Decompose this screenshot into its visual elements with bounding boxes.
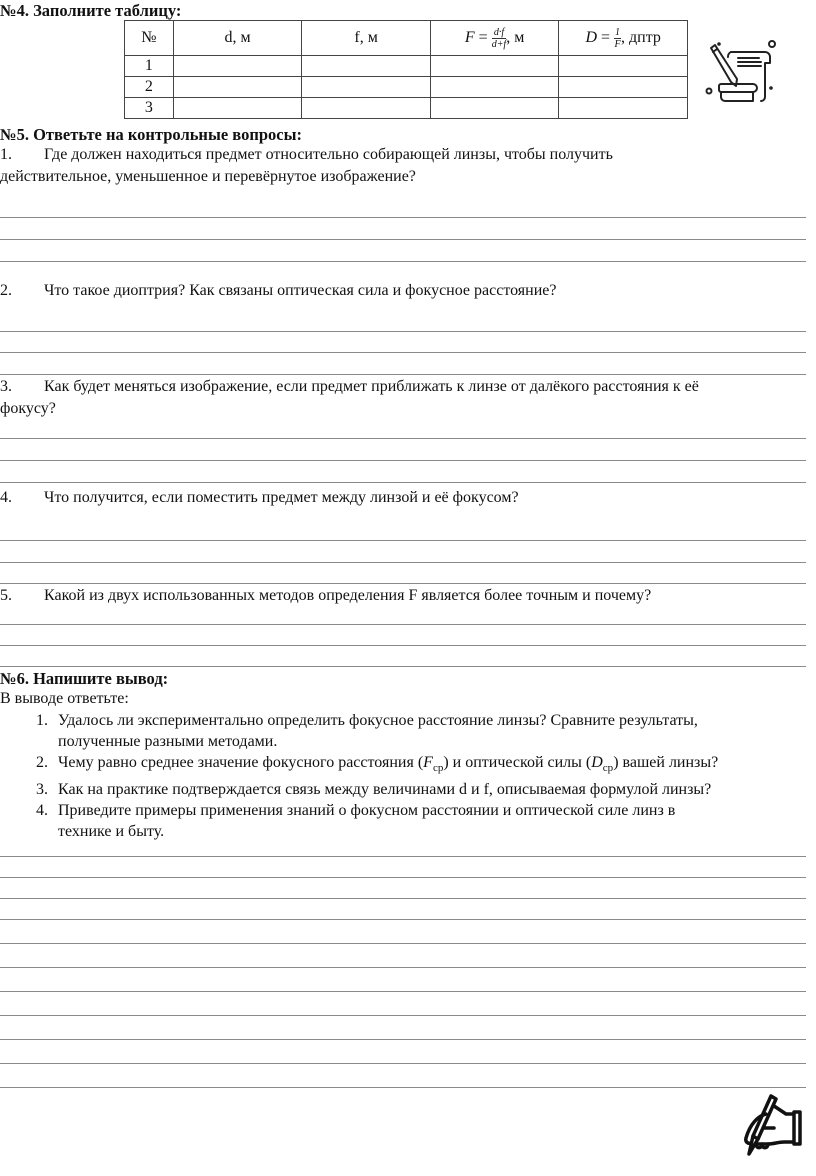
answer-line[interactable] [0,624,806,625]
question-4: 4. Что получится, если поместить предмет между линзой и её фокусом? [0,489,519,506]
row-number: 1 [125,56,174,77]
table-header-row [125,21,688,56]
answer-line[interactable] [0,562,806,563]
question-3-cont: фокусу? [0,400,56,417]
task5-heading: №5. Ответьте на контрольные вопросы: [0,125,302,144]
conclusion-line[interactable] [0,1015,806,1016]
conclusion-line[interactable] [0,991,806,992]
conclusion-line[interactable] [0,1087,806,1088]
conclusion-item-2: 2. Чему равно среднее значение фокусного расстояния $(F_{ср})$ и оптической силы $(D_{ср})$ вашей линзы? [36,754,719,775]
answer-line[interactable] [0,331,806,332]
table-row [125,77,688,98]
task6-intro: В выводе ответьте: [0,690,129,707]
conclusion-line[interactable] [0,1063,806,1064]
cell-d[interactable] [173,56,302,77]
cell-F[interactable] [430,98,559,119]
header-focal-length: F = $\frac{d\cdot f}{d+f}$ , м [430,21,559,56]
answer-line[interactable] [0,352,806,353]
row-number: 2 [125,77,174,98]
question-1: 1. Где должен находиться предмет относительно собирающей линзы, чтобы получить [0,146,613,163]
cell-F[interactable] [430,77,559,98]
question-1-cont: действительное, уменьшенное и перевёрнутое изображение? [0,168,416,185]
conclusion-item-4: 4. Приведите примеры применения знаний о фокусном расстоянии и оптической силе линз в технике и быту. [36,802,676,841]
answer-line[interactable] [0,239,806,240]
cell-F[interactable] [430,56,559,77]
conclusion-line[interactable] [0,943,806,944]
question-2: 2. Что такое диоптрия? Как связаны оптическая сила и фокусное расстояние? [0,282,557,299]
answer-line[interactable] [0,482,806,483]
measurement-table [124,20,688,119]
cell-f[interactable] [302,98,431,119]
answer-line[interactable] [0,460,806,461]
cell-d[interactable] [173,98,302,119]
conclusion-line[interactable] [0,1039,806,1040]
focal-formula-fraction: $\frac{d\cdot f}{d+f}$ [491,26,507,50]
answer-line[interactable] [0,540,806,541]
conclusion-line[interactable] [0,877,806,878]
table-row [125,56,688,77]
cell-D[interactable] [559,77,688,98]
answer-line[interactable] [0,217,806,218]
row-number: 3 [125,98,174,119]
question-3: 3. Как будет меняться изображение, если предмет приближать к линзе от далёкого расстояния к её [0,378,699,395]
table-row [125,98,688,119]
cell-D[interactable] [559,56,688,77]
answer-line[interactable] [0,645,806,646]
answer-line[interactable] [0,666,806,667]
conclusion-line[interactable] [0,967,806,968]
cell-f[interactable] [302,77,431,98]
answer-line[interactable] [0,261,806,262]
conclusion-list [0,710,816,842]
header-num: № [125,21,174,56]
header-d: d, м [173,21,302,56]
conclusion-line[interactable] [0,898,806,899]
conclusion-item-1: 1. Удалось ли экспериментально определить фокусное расстояние линзы? Сравните результаты, полученные разными методами. [36,712,698,750]
conclusion-item-3: 3. Как на практике подтверждается связь между величинами d и f, описываемая формулой линзы? [36,781,712,799]
header-f: f, м [302,21,431,56]
answer-line[interactable] [0,438,806,439]
cell-D[interactable] [559,98,688,119]
answer-line[interactable] [0,583,806,584]
conclusion-line[interactable] [0,856,806,857]
cell-d[interactable] [173,77,302,98]
answer-line[interactable] [0,374,806,375]
cell-f[interactable] [302,56,431,77]
header-optical-power: D = $\frac{1}{F}$ , дптр [559,21,688,56]
power-formula-fraction: $\frac{1}{F}$ [614,26,621,50]
hand-writing-icon [736,1092,806,1162]
task4-heading: №4. Заполните таблицу: [0,1,182,20]
scroll-with-pen-icon [705,38,781,104]
conclusion-line[interactable] [0,919,806,920]
task6-heading: №6. Напишите вывод: [0,669,169,688]
question-5: 5. Какой из двух использованных методов определения F является более точным и почему? [0,587,652,604]
